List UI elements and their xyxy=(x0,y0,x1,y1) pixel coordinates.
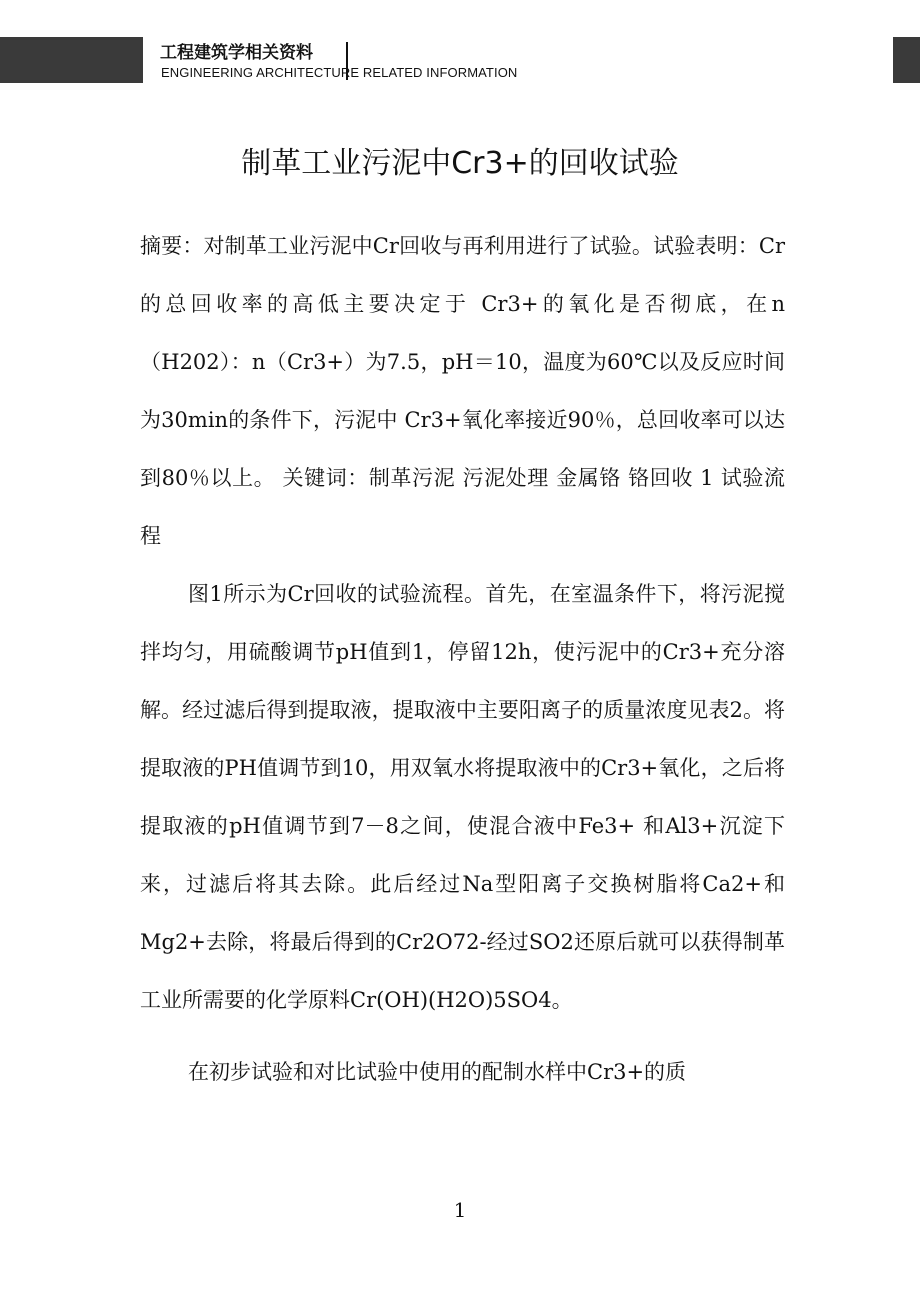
document-title: 制革工业污泥中Cr3+的回收试验 xyxy=(241,146,679,181)
body-paragraph: 在初步试验和对比试验中使用的配制水样中Cr3+的质 xyxy=(188,1060,687,1084)
header-decor-block-right xyxy=(893,37,920,83)
body-paragraph: 图1所示为Cr回收的试验流程。首先，在室温条件下，将污泥搅拌均匀，用硫酸调节pH值到1，停留12h，使污泥中的Cr3+充分溶解。经过滤后得到提取液，提取液中主要阳离子的质量浓度见表2。将提取液的PH值调节到10，用双氧水将提取液中的Cr3+氧化，之后将提取液的pH值调节到7－8之间，使混合液中Fe3+ 和Al3+沉淀下来，过滤后将其去除。此后经过Na型阳离子交换树脂将Ca2+和Mg2+去除，将最后得到的Cr2O72-经过SO2还原后就可以获得制革工业所需要的化学原料Cr(OH)(H2O)5SO4。 xyxy=(140,582,785,1012)
abstract-paragraph: 摘要：对制革工业污泥中Cr回收与再利用进行了试验。试验表明：Cr的总回收率的高低主要决定于 Cr3+的氧化是否彻底，在n（H202）：n（Cr3+）为7.5，pH＝10，温度为60℃以及反应时间为30min的条件下，污泥中 Cr3+氧化率接近90％，总回收率可以达到80％以上。 关键词：制革污泥 污泥处理 金属铬 铬回收 1 试验流程 xyxy=(140,234,785,548)
page-number: 1 xyxy=(453,1198,467,1222)
header-title-en: ENGINEERING ARCHITECTURE RELATED INFORMATION xyxy=(161,65,518,80)
document-body xyxy=(140,217,785,1101)
header-title-cn: 工程建筑学相关资料 xyxy=(160,43,313,63)
header-decor-block-left xyxy=(0,37,143,83)
